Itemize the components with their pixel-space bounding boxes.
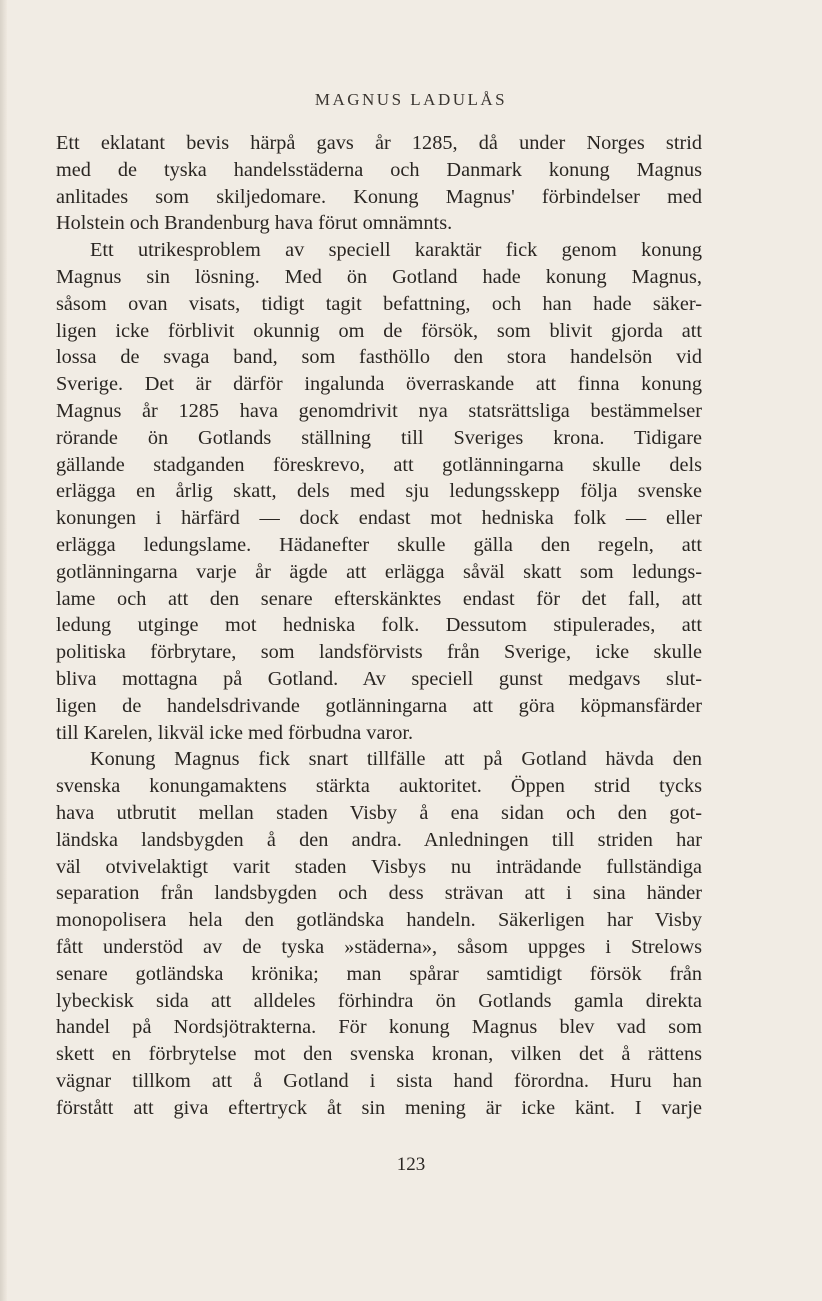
text-line: svenska konungamaktens stärkta auktoritet. Öppen strid tycks xyxy=(56,775,702,798)
text-line: gällande stadganden föreskrevo, att gotlänningarna skulle dels xyxy=(56,453,702,476)
text-line: Konung Magnus fick snart tillfälle att på Gotland hävda den xyxy=(90,748,702,771)
text-line: vägnar tillkom att å Gotland i sista hand förordna. Huru han xyxy=(56,1069,702,1092)
text-line: ligen de handelsdrivande gotlänningarna att göra köpmansfärder xyxy=(56,694,702,717)
text-line: Holstein och Brandenburg hava förut omnämnts. xyxy=(56,212,453,235)
text-line: Sverige. Det är därför ingalunda överraskande att finna konung xyxy=(56,373,702,396)
text-line: lybeckisk sida att alldeles förhindra ön Gotlands gamla direkta xyxy=(56,989,702,1012)
text-line: Ett utrikesproblem av speciell karaktär fick genom konung xyxy=(90,239,702,262)
text-line: rörande ön Gotlands ställning till Sveriges krona. Tidigare xyxy=(56,426,702,449)
text-line: erlägga ledungslame. Hädanefter skulle gälla den regeln, att xyxy=(56,533,702,556)
text-line: senare gotländska krönika; man spårar samtidigt försök från xyxy=(56,962,702,985)
text-line: till Karelen, likväl icke med förbudna varor. xyxy=(56,721,414,744)
text-line: Ett eklatant bevis härpå gavs år 1285, då under Norges strid xyxy=(56,132,702,154)
text-line: ländska landsbygden å den andra. Anledningen till striden har xyxy=(56,828,702,851)
text-line: väl otvivelaktigt varit staden Visbys nu inträdande fullständiga xyxy=(56,855,702,878)
text-line: gotlänningarna varje år ägde att erlägga såväl skatt som ledungs- xyxy=(56,560,702,583)
text-line: erlägga en årlig skatt, dels med sju ledungsskepp följa svenske xyxy=(56,480,702,503)
text-line: med de tyska handelsstäderna och Danmark konung Magnus xyxy=(56,158,702,181)
text-line: ligen icke förblivit okunnig om de försök, som blivit gjorda att xyxy=(56,319,702,342)
text-line: lossa de svaga band, som fasthöllo den stora handelsön vid xyxy=(56,346,702,369)
page-edge xyxy=(0,0,7,1301)
text-line: lame och att den senare efterskänktes endast för det fall, att xyxy=(56,587,702,610)
body-text xyxy=(56,130,702,1121)
text-line: konungen i härfärd — dock endast mot hedniska folk — eller xyxy=(56,507,702,530)
text-line: anlitades som skiljedomare. Konung Magnus' förbindelser med xyxy=(56,185,702,208)
text-line: Magnus sin lösning. Med ön Gotland hade konung Magnus, xyxy=(56,265,702,288)
text-line: hava utbrutit mellan staden Visby å ena sidan och den got- xyxy=(56,801,702,824)
text-line: skett en förbrytelse mot den svenska kronan, vilken det å rättens xyxy=(56,1043,702,1066)
text-line: bliva mottagna på Gotland. Av speciell gunst medgavs slut- xyxy=(56,667,702,690)
running-head: MAGNUS LADULÅS xyxy=(314,90,508,109)
text-line: separation från landsbygden och dess strävan att i sina händer xyxy=(56,882,702,905)
text-line: förstått att giva eftertryck åt sin mening är icke känt. I varje xyxy=(56,1096,702,1119)
text-line: ledung utginge mot hedniska folk. Dessutom stipulerades, att xyxy=(56,614,702,637)
text-line: fått understöd av de tyska »städerna», såsom uppges i Strelows xyxy=(56,935,702,958)
page-number: 123 xyxy=(396,1154,426,1175)
text-line: Magnus år 1285 hava genomdrivit nya statsrättsliga bestämmelser xyxy=(56,399,702,422)
text-line: politiska förbrytare, som landsförvists från Sverige, icke skulle xyxy=(56,641,702,664)
text-line: monopolisera hela den gotländska handeln. Säkerligen har Visby xyxy=(56,909,702,932)
text-line: handel på Nordsjötrakterna. För konung Magnus blev vad som xyxy=(56,1016,702,1039)
text-line: såsom ovan visats, tidigt tagit befattning, och han hade säker- xyxy=(56,292,702,315)
